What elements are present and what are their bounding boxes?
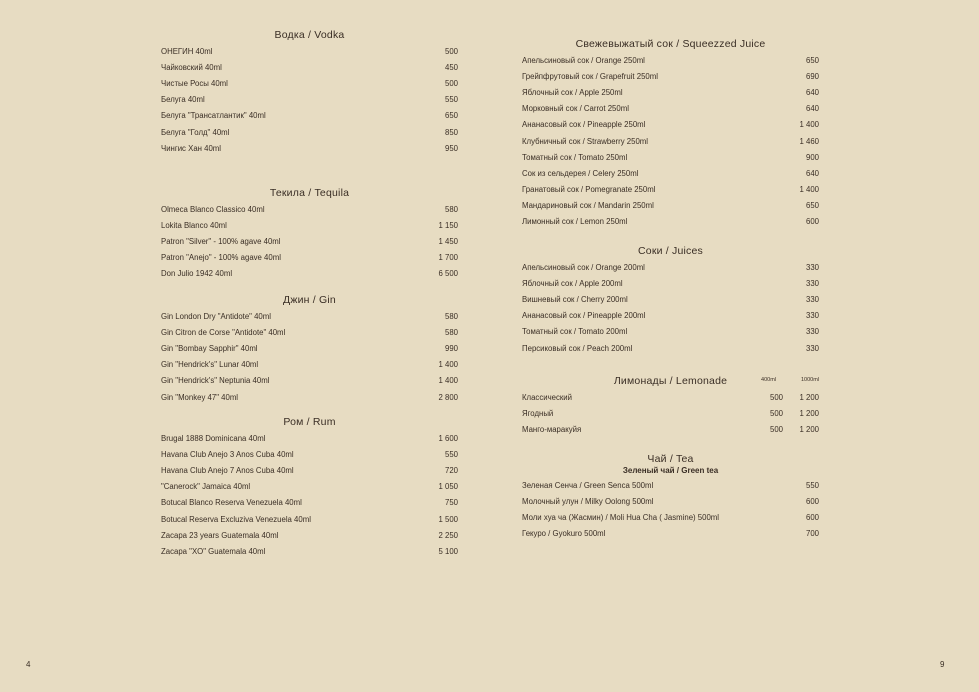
item-list <box>522 477 819 542</box>
menu-item <box>522 84 819 100</box>
item-price: 750 <box>444 498 458 508</box>
section-title: Чай / Tea <box>647 453 694 465</box>
item-name: Томатный сок / Tomato 200ml <box>522 327 628 337</box>
item-price: 1 400 <box>438 360 458 370</box>
item-name: Белуга "Трансатлантик" 40ml <box>161 111 266 121</box>
item-price: 450 <box>444 62 458 72</box>
rum-section <box>161 414 458 560</box>
item-price: 1 400 <box>799 120 819 130</box>
item-price: 1 700 <box>438 253 458 263</box>
item-price: 700 <box>805 529 819 539</box>
item-price: 330 <box>805 343 819 353</box>
menu-item <box>161 108 458 124</box>
item-name: Апельсиновый сок / Orange 250ml <box>522 55 645 65</box>
item-price: 580 <box>444 327 458 337</box>
menu-item <box>522 493 819 509</box>
item-name: Яблочный сок / Apple 200ml <box>522 278 623 288</box>
item-price: 990 <box>444 343 458 353</box>
item-price: 330 <box>805 311 819 321</box>
menu-item <box>522 308 819 324</box>
menu-item <box>161 373 458 389</box>
lemonade-section <box>522 373 819 438</box>
item-price: 550 <box>444 95 458 105</box>
item-name: Lokita Blanco 40ml <box>161 220 227 230</box>
item-name: Botucal Blanco Reserva Venezuela 40ml <box>161 498 302 508</box>
menu-item <box>161 92 458 108</box>
menu-item <box>161 201 458 217</box>
item-name: Ананасовый сок / Pineapple 250ml <box>522 120 646 130</box>
menu-item <box>161 217 458 233</box>
juices-section <box>522 243 819 356</box>
section-title: Ром / Rum <box>283 416 336 428</box>
item-price: 1 600 <box>438 433 458 443</box>
menu-item <box>522 275 819 291</box>
item-price: 550 <box>444 449 458 459</box>
menu-item <box>161 389 458 405</box>
item-name: Gin "Hendrick's" Lunar 40ml <box>161 360 259 370</box>
item-name: Мандариновый сок / Mandarin 250ml <box>522 201 654 211</box>
item-name: Вишневый сок / Cherry 200ml <box>522 294 628 304</box>
item-price: 640 <box>805 168 819 178</box>
item-name: Zacapa 23 years Guatemala 40ml <box>161 530 279 540</box>
item-name: "Canerock" Jamaica 40ml <box>161 482 251 492</box>
menu-item <box>522 324 819 340</box>
item-price: 850 <box>444 127 458 137</box>
menu-item <box>522 389 819 405</box>
item-list <box>161 43 458 156</box>
item-name: Patron "Anejo" - 100% agave 40ml <box>161 253 281 263</box>
item-price: 600 <box>805 217 819 227</box>
item-price: 900 <box>805 152 819 162</box>
item-name: Ананасовый сок / Pineapple 200ml <box>522 311 646 321</box>
item-name: Gin "Bombay Sapphir" 40ml <box>161 343 258 353</box>
item-price: 600 <box>805 496 819 506</box>
item-name: Gin London Dry "Antidote" 40ml <box>161 311 271 321</box>
item-name: Классический <box>522 392 572 402</box>
item-list <box>522 259 819 356</box>
section-title: Соки / Juices <box>638 245 703 257</box>
item-price: 720 <box>444 465 458 475</box>
item-name: Белуга 40ml <box>161 95 205 105</box>
menu-item <box>161 324 458 340</box>
item-name: Апельсиновый сок / Orange 200ml <box>522 262 645 272</box>
item-list <box>522 389 819 438</box>
menu-item <box>161 430 458 446</box>
item-price: 500 <box>444 78 458 88</box>
item-name: Лимонный сок / Lemon 250ml <box>522 217 628 227</box>
item-name: Персиковый сок / Peach 200ml <box>522 343 633 353</box>
item-list <box>161 201 458 282</box>
item-price: 330 <box>805 294 819 304</box>
menu-item <box>161 43 458 59</box>
item-price: 5 100 <box>438 546 458 556</box>
menu-item <box>522 182 819 198</box>
item-price: 600 <box>805 512 819 522</box>
item-price: 640 <box>805 104 819 114</box>
item-price: 1 500 <box>438 514 458 524</box>
page-number-right: 9 <box>940 660 945 669</box>
item-price: 330 <box>805 327 819 337</box>
item-price: 2 250 <box>438 530 458 540</box>
menu-item <box>161 462 458 478</box>
section-title: Джин / Gin <box>283 294 336 306</box>
section-subtitle: Зеленый чай / Green tea <box>622 466 719 475</box>
item-price: 1 400 <box>438 376 458 386</box>
item-name: Brugal 1888 Dominicana 40ml <box>161 433 266 443</box>
item-price: 650 <box>805 201 819 211</box>
menu-item <box>522 101 819 117</box>
item-list <box>161 308 458 405</box>
item-name: Patron "Silver" - 100% agave 40ml <box>161 236 281 246</box>
item-name: Гекуро / Gyokuro 500ml <box>522 529 606 539</box>
menu-item <box>522 52 819 68</box>
item-name: Клубничный сок / Strawberry 250ml <box>522 136 649 146</box>
column-header-400ml: 400ml <box>761 377 776 383</box>
item-name: Zacapa "XO" Guatemala 40ml <box>161 546 266 556</box>
item-price-400ml: 500 <box>769 424 783 434</box>
item-name: Ягодный <box>522 408 554 418</box>
squeezed-juice-section <box>522 36 819 230</box>
menu-item <box>522 117 819 133</box>
menu-item <box>161 527 458 543</box>
item-price: 640 <box>805 87 819 97</box>
item-price: 650 <box>444 111 458 121</box>
item-name: Чингис Хан 40ml <box>161 143 222 153</box>
item-price: 6 500 <box>438 269 458 279</box>
menu-item <box>522 214 819 230</box>
item-name: Грейпфрутовый сок / Grapefruit 250ml <box>522 71 658 81</box>
item-price: 500 <box>444 46 458 56</box>
item-price: 950 <box>444 143 458 153</box>
item-price: 1 150 <box>438 220 458 230</box>
item-price: 2 800 <box>438 392 458 402</box>
lemonade-header <box>522 373 819 389</box>
menu-item <box>522 340 819 356</box>
menu-item <box>161 446 458 462</box>
item-name: Botucal Reserva Excluziva Venezuela 40ml <box>161 514 311 524</box>
menu-item <box>161 357 458 373</box>
menu-item <box>161 59 458 75</box>
item-name: Зеленая Сенча / Green Senca 500ml <box>522 480 654 490</box>
gin-section <box>161 292 458 405</box>
item-price: 1 450 <box>438 236 458 246</box>
item-name: Гранатовый сок / Pomegranate 250ml <box>522 185 656 195</box>
item-price: 580 <box>444 311 458 321</box>
menu-item <box>161 250 458 266</box>
menu-item <box>522 421 819 437</box>
menu-item <box>522 198 819 214</box>
item-name: Havana Club Anejo 7 Anos Cuba 40ml <box>161 465 294 475</box>
tequila-section <box>161 185 458 282</box>
tea-section <box>522 451 819 542</box>
menu-item <box>161 233 458 249</box>
section-title: Водка / Vodka <box>274 29 345 41</box>
item-price-1000ml: 1 200 <box>799 392 819 402</box>
item-price: 690 <box>805 71 819 81</box>
item-price: 650 <box>805 55 819 65</box>
item-name: Манго-маракуйя <box>522 424 582 434</box>
item-name: Яблочный сок / Apple 250ml <box>522 87 623 97</box>
menu-item <box>522 259 819 275</box>
item-price-1000ml: 1 200 <box>799 424 819 434</box>
item-name: Чайковский 40ml <box>161 62 222 72</box>
item-price: 1 050 <box>438 482 458 492</box>
menu-item <box>522 509 819 525</box>
item-price: 330 <box>805 278 819 288</box>
item-name: ОНЕГИН 40ml <box>161 46 213 56</box>
menu-item <box>161 495 458 511</box>
section-title: Текила / Tequila <box>269 187 350 199</box>
item-name: Морковный сок / Carrot 250ml <box>522 104 629 114</box>
item-name: Моли хуа ча (Жасмин) / Moli Hua Cha ( Jasmine) 500ml <box>522 512 720 522</box>
menu-item <box>161 511 458 527</box>
item-name: Havana Club Anejo 3 Anos Cuba 40ml <box>161 449 294 459</box>
item-name: Gin "Monkey 47" 40ml <box>161 392 239 402</box>
item-name: Белуга "Голд" 40ml <box>161 127 230 137</box>
page-number-left: 4 <box>26 660 31 669</box>
menu-item <box>161 308 458 324</box>
item-price: 1 400 <box>799 185 819 195</box>
menu-item <box>161 140 458 156</box>
column-header-1000ml: 1000ml <box>800 377 819 383</box>
item-price-400ml: 500 <box>769 408 783 418</box>
menu-item <box>161 266 458 282</box>
menu-item <box>522 133 819 149</box>
item-list <box>522 52 819 230</box>
menu-item <box>522 68 819 84</box>
item-price: 580 <box>444 204 458 214</box>
vodka-section <box>161 27 458 156</box>
menu-item <box>522 149 819 165</box>
section-title: Свежевыжатый сок / Squeezzed Juice <box>575 38 766 50</box>
item-price: 550 <box>805 480 819 490</box>
item-name: Сок из сельдерея / Celery 250ml <box>522 168 639 178</box>
menu-item <box>522 291 819 307</box>
menu-item <box>161 543 458 559</box>
item-price: 1 460 <box>799 136 819 146</box>
item-list <box>161 430 458 560</box>
item-name: Gin "Hendrick's" Neptunia 40ml <box>161 376 270 386</box>
section-title: Лимонады / Lemonade <box>613 375 728 387</box>
item-name: Gin Citron de Corse "Antidote" 40ml <box>161 327 286 337</box>
menu-item <box>161 479 458 495</box>
item-price: 330 <box>805 262 819 272</box>
item-name: Olmeca Blanco Classico 40ml <box>161 204 265 214</box>
menu-item <box>522 477 819 493</box>
menu-item <box>522 165 819 181</box>
item-name: Молочный улун / Milky Oolong 500ml <box>522 496 654 506</box>
item-name: Томатный сок / Tomato 250ml <box>522 152 628 162</box>
menu-item <box>161 75 458 91</box>
menu-item <box>522 405 819 421</box>
menu-item <box>161 340 458 356</box>
item-name: Чистые Росы 40ml <box>161 78 228 88</box>
menu-item <box>522 526 819 542</box>
item-price-400ml: 500 <box>769 392 783 402</box>
item-name: Don Julio 1942 40ml <box>161 269 233 279</box>
item-price-1000ml: 1 200 <box>799 408 819 418</box>
menu-item <box>161 124 458 140</box>
